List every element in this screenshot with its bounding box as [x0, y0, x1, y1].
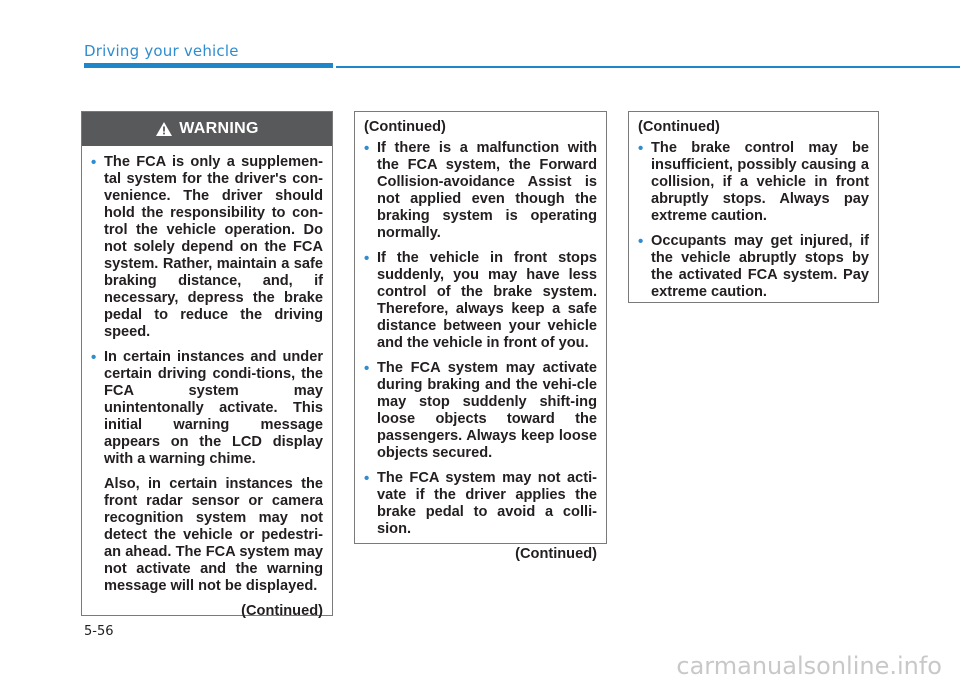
continued-header: (Continued): [364, 119, 446, 135]
bullet-text: If the vehicle in front stops suddenly, you may have less control of the brake system. Therefore, always keep a safe distance between your vehicle and the vehicle in front of you.: [377, 250, 597, 351]
bullet-text: If there is a malfunction with the FCA system, the Forward Collision-avoidance Assist is not applied even though the braking system is operating normally.: [377, 140, 597, 241]
list-item: [91, 349, 323, 468]
header-rule-thin: [336, 66, 960, 68]
bullet-icon: •: [91, 154, 97, 171]
list-item: [364, 360, 597, 462]
continued-header: (Continued): [638, 119, 720, 135]
continued-label: (Continued): [515, 546, 597, 562]
watermark: carmanualsonline.info: [676, 652, 942, 680]
list-item: [638, 233, 869, 301]
bullet-icon: •: [638, 233, 644, 250]
bullet-text: The FCA system may not acti-vate if the driver applies the brake pedal to avoid a colli-sion.: [377, 470, 597, 537]
header-rule-thick: [84, 63, 333, 68]
bullet-icon: •: [364, 360, 370, 377]
list-item: [91, 154, 323, 341]
bullet-icon: •: [91, 349, 97, 366]
list-item: [364, 250, 597, 352]
list-item: [364, 140, 597, 242]
continued-label: (Continued): [241, 603, 323, 619]
warning-label: WARNING: [179, 120, 259, 137]
continued-content-1: [355, 112, 606, 563]
bullet-text: The brake control may be insufficient, possibly causing a collision, if a vehicle in front abruptly stops. Always pay extreme caution.: [651, 140, 869, 224]
continued-box-1: [354, 111, 607, 562]
bullet-icon: •: [364, 470, 370, 487]
warning-content: [82, 146, 332, 620]
list-item: [638, 140, 869, 225]
warning-box: [81, 111, 333, 619]
list-item: [364, 470, 597, 538]
paragraph: Also, in certain instances the front radar sensor or camera recognition system may not detect the vehicle or pedestri-an ahead. The FCA system may not activate and the warning message will not be displayed.: [104, 476, 323, 594]
warning-triangle-icon: [155, 121, 173, 137]
bullet-text: The FCA system may activate during braking and the vehi-cle may stop suddenly shift-ing loose objects toward the passengers. Always keep loose objects secured.: [377, 360, 597, 461]
bullet-icon: •: [364, 250, 370, 267]
continued-content-2: [629, 112, 878, 301]
bullet-text: The FCA is only a supplemen-tal system for the driver's con-venience. The driver should hold the responsibility to con-trol the vehicle operation. Do not solely depend on the FCA system. Rather, maintain a safe braking distance, and, if necessary, depress the brake pedal to reduce the driving speed.: [104, 154, 323, 340]
section-title: Driving your vehicle: [84, 42, 239, 60]
bullet-text: In certain instances and under certain driving condi-tions, the FCA system may unintentonally activate. This initial warning message appears on the LCD display with a warning chime.: [104, 349, 323, 467]
bullet-icon: •: [364, 140, 370, 157]
bullet-icon: •: [638, 140, 644, 157]
page-number: 5-56: [84, 624, 114, 639]
bullet-text: Occupants may get injured, if the vehicle abruptly stops by the activated FCA system. Pay extreme caution.: [651, 233, 869, 300]
continued-box-2: [628, 111, 879, 303]
warning-header: [82, 112, 332, 146]
